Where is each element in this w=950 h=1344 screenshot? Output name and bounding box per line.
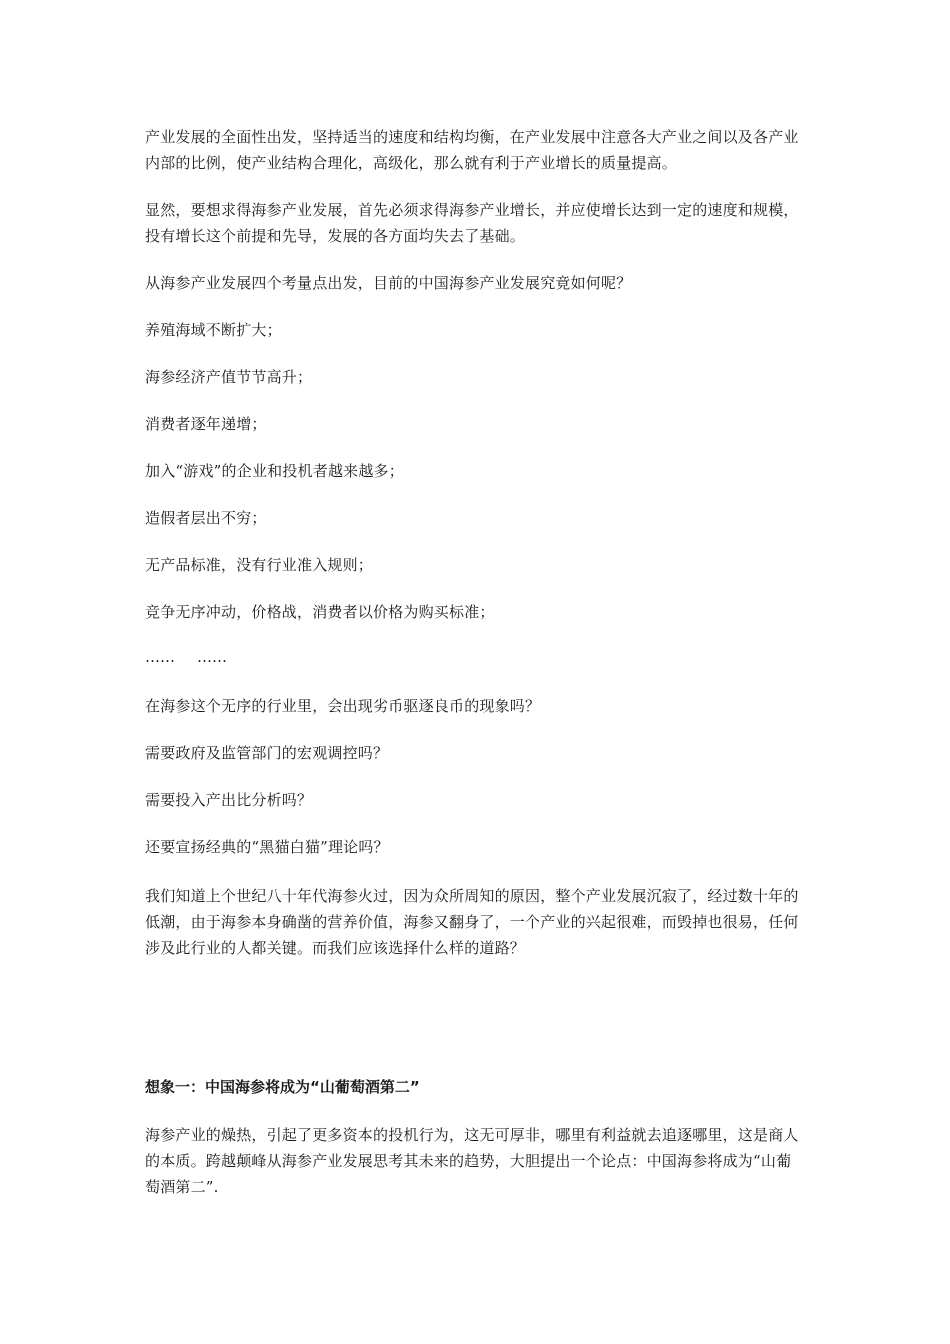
- question-bad-money: 在海参这个无序的行业里，会出现劣币驱逐良币的现象吗？: [145, 697, 541, 715]
- list-item-economic-output: 海参经济产值节节高升；: [145, 368, 313, 386]
- list-item-price-war: 竞争无序冲动，价格战，消费者以价格为购买标准；: [145, 603, 495, 621]
- section-heading: 想象一：中国海参将成为“山葡萄酒第二”: [145, 1078, 420, 1096]
- list-item-breeding-area: 养殖海域不断扩大；: [145, 321, 282, 339]
- list-item-counterfeiters: 造假者层出不穷；: [145, 509, 267, 527]
- paragraph-growth-premise: 显然，要想求得海参产业发展，首先必须求得海参产业增长，并应使增长达到一定的速度和规模，投有增长这个前提和先导，发展的各方面均失去了基础。: [145, 201, 799, 245]
- paragraph-history: 我们知道上个世纪八十年代海参火过，因为众所周知的原因，整个产业发展沉寂了，经过数十年的低潮，由于海参本身确凿的营养价值，海参又翻身了，一个产业的兴起很难，而毁掉也很易，任何涉及此行业的人都关键。而我们应该选择什么样的道路？: [145, 887, 799, 957]
- paragraph-four-considerations: 从海参产业发展四个考量点出发，目前的中国海参产业发展究竟如何呢？: [145, 274, 632, 292]
- paragraph-section-intro: 海参产业的燥热，引起了更多资本的投机行为，这无可厚非，哪里有利益就去追逐哪里，这是商人的本质。跨越颠峰从海参产业发展思考其未来的趋势，大胆提出一个论点：中国海参将成为“山葡萄酒第二”.: [145, 1126, 799, 1196]
- list-item-no-standards: 无产品标准，没有行业准入规则；: [145, 556, 374, 574]
- ellipsis-row: [145, 644, 227, 670]
- ellipsis-2: ……: [197, 648, 227, 666]
- question-black-white-cat: 还要宣扬经典的“黑猫白猫”理论吗？: [145, 838, 389, 856]
- list-item-consumers: 消费者逐年递增；: [145, 415, 267, 433]
- list-item-speculators: 加入“游戏”的企业和投机者越来越多；: [145, 462, 404, 480]
- question-input-output: 需要投入产出比分析吗？: [145, 791, 313, 809]
- paragraph-industry-development: 产业发展的全面性出发，坚持适当的速度和结构均衡，在产业发展中注意各大产业之间以及各产业内部的比例，使产业结构合理化，高级化，那么就有利于产业增长的质量提高。: [145, 128, 799, 172]
- question-government-regulation: 需要政府及监管部门的宏观调控吗？: [145, 744, 389, 762]
- ellipsis-1: ……: [145, 648, 175, 666]
